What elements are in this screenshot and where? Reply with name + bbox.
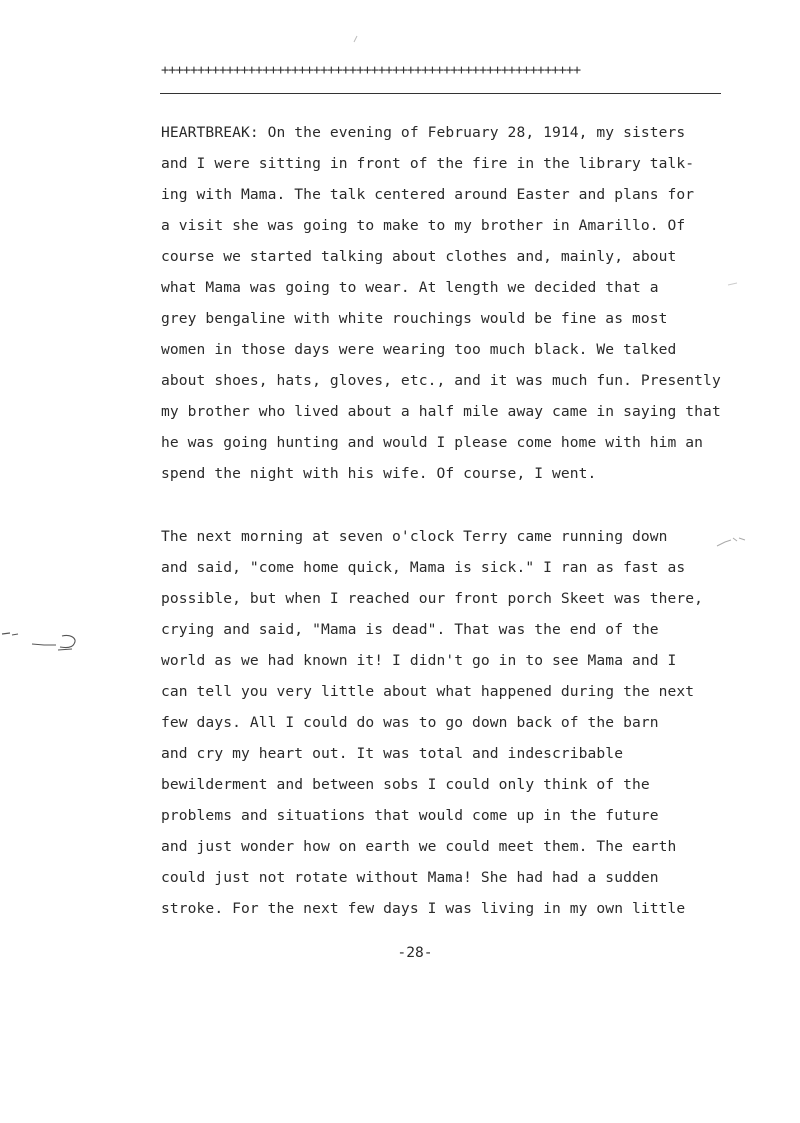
text-line: The next morning at seven o'clock Terry came running down (161, 528, 668, 545)
text-line: ing with Mama. The talk centered around Easter and plans for (161, 186, 695, 203)
text-line: crying and said, "Mama is dead". That was the end of the (161, 621, 659, 638)
text-line: spend the night with his wife. Of course, I went. (161, 465, 597, 482)
text-line: few days. All I could do was to go down back of the barn (161, 714, 659, 731)
text-line: bewilderment and between sobs I could only think of the (161, 776, 650, 793)
text-line: he was going hunting and would I please come home with him an (161, 434, 704, 451)
text-line: about shoes, hats, gloves, etc., and it was much fun. Presently (161, 372, 721, 389)
page-number: -28- (397, 944, 433, 961)
text-line: course we started talking about clothes and, mainly, about (161, 248, 677, 265)
text-line: and I were sitting in front of the fire in the library talk- (161, 155, 695, 172)
paper-speck (352, 34, 360, 44)
text-line: could just not rotate without Mama! She had had a sudden (161, 869, 659, 886)
text-line: can tell you very little about what happened during the next (161, 683, 695, 700)
text-line: world as we had known it! I didn't go in to see Mama and I (161, 652, 677, 669)
text-line: a visit she was going to make to my brother in Amarillo. Of (161, 217, 686, 234)
horizontal-rule (160, 93, 721, 94)
text-line: stroke. For the next few days I was living in my own little (161, 900, 686, 917)
paper-speck (715, 530, 749, 550)
paragraph-next-morning (161, 521, 771, 924)
text-line: what Mama was going to wear. At length we decided that a (161, 279, 659, 296)
paragraph-heartbreak (161, 117, 771, 489)
text-line: grey bengaline with white rouchings would be fine as most (161, 310, 668, 327)
text-line: and just wonder how on earth we could meet them. The earth (161, 838, 677, 855)
text-line: women in those days were wearing too much black. We talked (161, 341, 677, 358)
text-line: and cry my heart out. It was total and indescribable (161, 745, 624, 762)
paper-speck (726, 280, 740, 288)
text-line: HEARTBREAK: On the evening of February 28, 1914, my sisters (161, 124, 686, 141)
text-line: and said, "come home quick, Mama is sick." I ran as fast as (161, 559, 686, 576)
text-line: my brother who lived about a half mile away came in saying that (161, 403, 721, 420)
margin-scribble-mark (0, 626, 90, 656)
text-line: possible, but when I reached our front porch Skeet was there, (161, 590, 704, 607)
text-line: problems and situations that would come up in the future (161, 807, 659, 824)
plus-sign-divider: ++++++++++++++++++++++++++++++++++++++++++++++++++++++++++ (161, 62, 581, 78)
